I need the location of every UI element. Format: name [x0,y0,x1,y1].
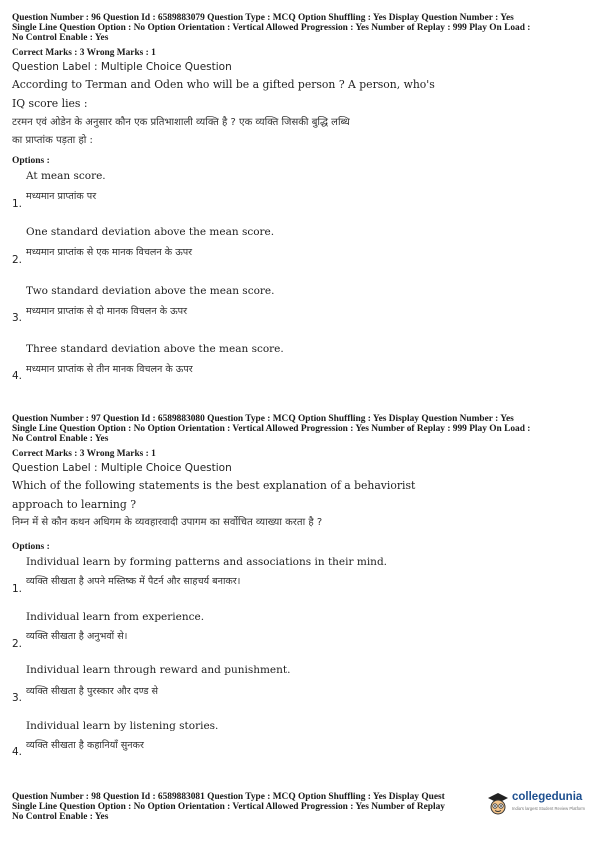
option-text-hi: मध्यमान प्राप्तांक पर [26,191,97,202]
option-number: 3. [12,312,23,324]
option-text-hi: व्यक्ति सीखता है पुरस्कार और दण्ड से [26,686,158,697]
question-meta-line: Single Line Question Option : No Option Orientation : Vertical Allowed Progression : Yes Number of Replay : 999 Play On Load : [12,424,531,434]
option-text-hi: मध्यमान प्राप्तांक से तीन मानक विचलन के ऊपर [26,364,193,375]
collegedunia-watermark [486,788,594,822]
option-text-hi: व्यक्ति सीखता है कहानियाँ सुनकर [26,740,144,751]
options-heading: Options : [12,156,50,166]
question-text-hi: निम्न में से कौन कथन अधिगम के व्यवहारवादी उपागम का सर्वोचित व्याख्या करता है ? [12,517,323,528]
question-text-hi: का प्राप्तांक पड़ता हो : [12,135,93,146]
question-text-hi: टरमन एवं ओडेन के अनुसार कौन एक प्रतिभाशाली व्यक्ति है ? एक व्यक्ति जिसकी बुद्धि लब्धि [12,117,350,128]
question-meta-line: Question Number : 98 Question Id : 6589883081 Question Type : MCQ Option Shuffling : Yes Display Quest [12,792,445,802]
question-meta-line: No Control Enable : Yes [12,812,109,822]
option-number: 1. [12,583,23,595]
question-meta-line: Single Line Question Option : No Option Orientation : Vertical Allowed Progression : Yes Number of Replay : 999 Play On Load : [12,23,531,33]
question-marks: Correct Marks : 3 Wrong Marks : 1 [12,48,156,58]
option-text-hi: मध्यमान प्राप्तांक से दो मानक विचलन के ऊपर [26,306,188,317]
option-number: 2. [12,638,23,650]
watermark-brand: collegedunia [512,791,583,803]
option-number: 3. [12,692,23,704]
option-text-en: Three standard deviation above the mean score. [26,343,284,355]
option-text-en: One standard deviation above the mean score. [26,226,275,238]
question-text-en: approach to learning ? [12,498,136,511]
option-text-hi: व्यक्ति सीखता है अनुभवों से। [26,631,128,642]
question-meta-line: No Control Enable : Yes [12,33,109,43]
question-text-en: According to Terman and Oden who will be a gifted person ? A person, who's [12,78,435,91]
question-meta-line: Question Number : 96 Question Id : 6589883079 Question Type : MCQ Option Shuffling : Yes Display Question Number : Yes [12,13,514,23]
question-label: Question Label : Multiple Choice Question [12,462,232,474]
question-label: Question Label : Multiple Choice Question [12,61,232,73]
option-number: 4. [12,370,23,382]
question-meta-line: Question Number : 97 Question Id : 6589883080 Question Type : MCQ Option Shuffling : Yes Display Question Number : Yes [12,414,514,424]
option-text-en: Individual learn from experience. [26,611,205,623]
question-meta-line: Single Line Question Option : No Option Orientation : Vertical Allowed Progression : Yes Number of Replay [12,802,445,812]
option-text-en: Individual learn by forming patterns and associations in their mind. [26,556,387,568]
question-meta-line: No Control Enable : Yes [12,434,109,444]
option-text-hi: व्यक्ति सीखता है अपने मस्तिष्क में पैटर्न और साहचर्य बनाकर। [26,576,241,587]
option-number: 2. [12,254,23,266]
option-text-hi: मध्यमान प्राप्तांक से एक मानक विचलन के ऊपर [26,247,193,258]
option-number: 1. [12,198,23,210]
option-text-en: Individual learn by listening stories. [26,720,219,732]
watermark-tagline: India's largest Student Review Platform [512,806,585,811]
question-text-en: IQ score lies : [12,97,88,110]
option-text-en: At mean score. [26,170,106,182]
graduate-mascot-icon [486,790,510,818]
option-text-en: Two standard deviation above the mean score. [26,285,275,297]
option-text-en: Individual learn through reward and punishment. [26,664,291,676]
question-text-en: Which of the following statements is the best explanation of a behaviorist [12,479,416,492]
question-marks: Correct Marks : 3 Wrong Marks : 1 [12,449,156,459]
option-number: 4. [12,746,23,758]
options-heading: Options : [12,542,50,552]
